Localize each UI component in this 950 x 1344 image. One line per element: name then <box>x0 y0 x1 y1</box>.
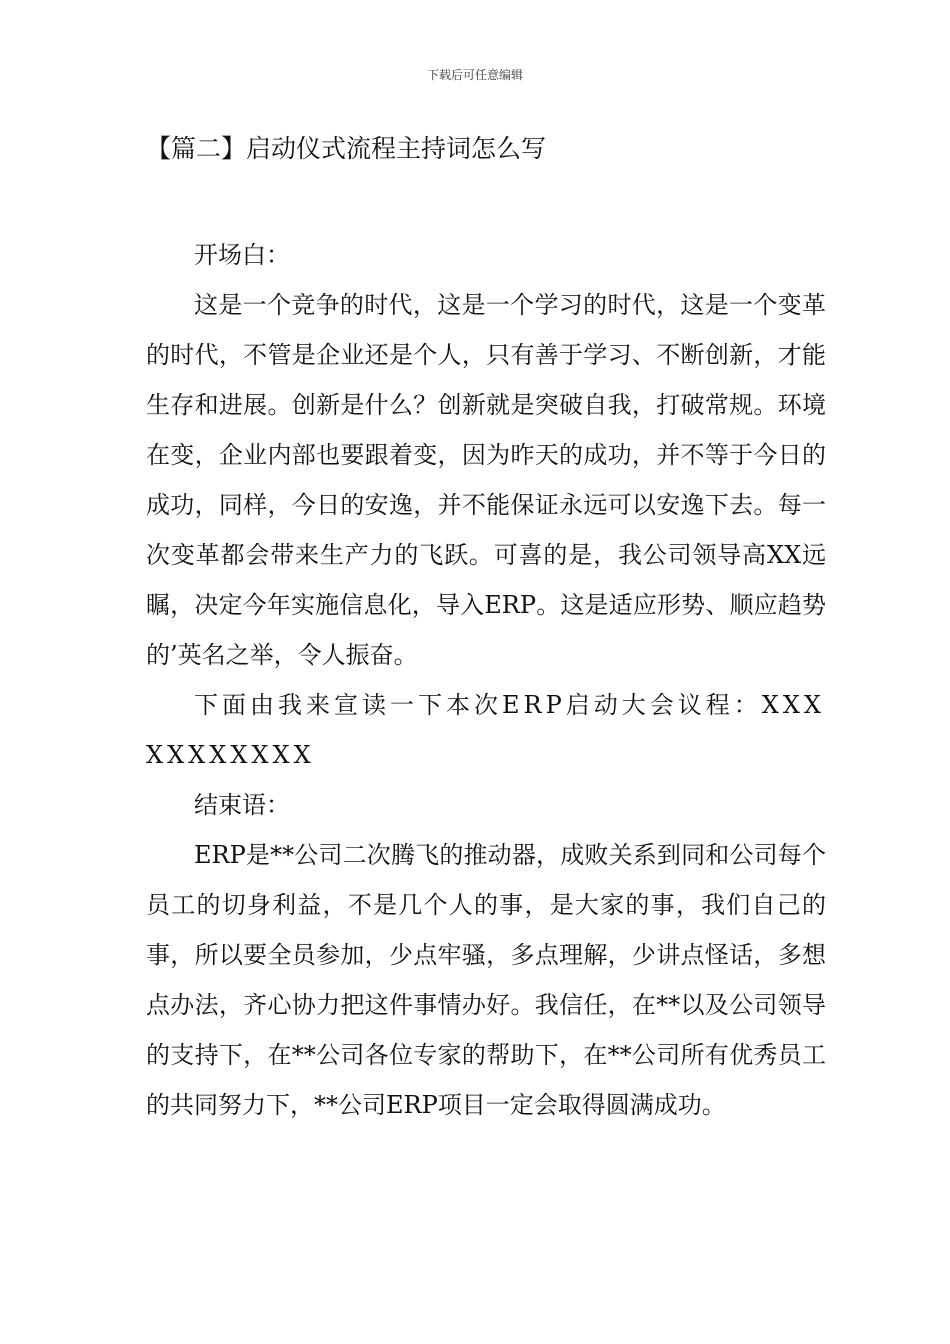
paragraph-opening-text: 这是一个竞争的时代，这是一个学习的时代，这是一个变革的时代，不管是企业还是个人，只有善于学习、不断创新，才能生存和进展。创新是什么？创新就是突破自我，打破常规。环境在变，企业内部也要跟着变，因为昨天的成功，并不等于今日的成功，同样，今日的安逸，并不能保证永远可以安逸下去。每一次变革都会带来生产力的飞跃。可喜的是，我公司领导高XX远瞩，决定今年实施信息化，导入ERP。这是适应形势、顺应趋势的’英名之举，令人振奋。 <box>146 291 826 669</box>
header-note: 下载后可任意编辑 <box>426 68 523 82</box>
paragraph-opening-label: 开场白： <box>194 241 290 269</box>
document-title: 【篇二】启动仪式流程主持词怎么写 <box>146 134 547 163</box>
paragraph-closing-label: 结束语： <box>194 791 290 819</box>
paragraph-closing-text: ERP是**公司二次腾飞的推动器，成败关系到同和公司每个员工的切身利益，不是几个人的事，是大家的事，我们自己的事，所以要全员参加，少点牢骚，多点理解，少讲点怪话，多想点办法，齐心协力把这件事情办好。我信任，在**以及公司领导的支持下，在**公司各位专家的帮助下，在**公司所有优秀员工的共同努力下，**公司ERP项目一定会取得圆满成功。 <box>146 841 826 1119</box>
paragraph-agenda: 下面由我来宣读一下本次ERP启动大会议程：XXXXXXXXXXX <box>146 691 825 769</box>
document-body <box>146 230 826 1130</box>
